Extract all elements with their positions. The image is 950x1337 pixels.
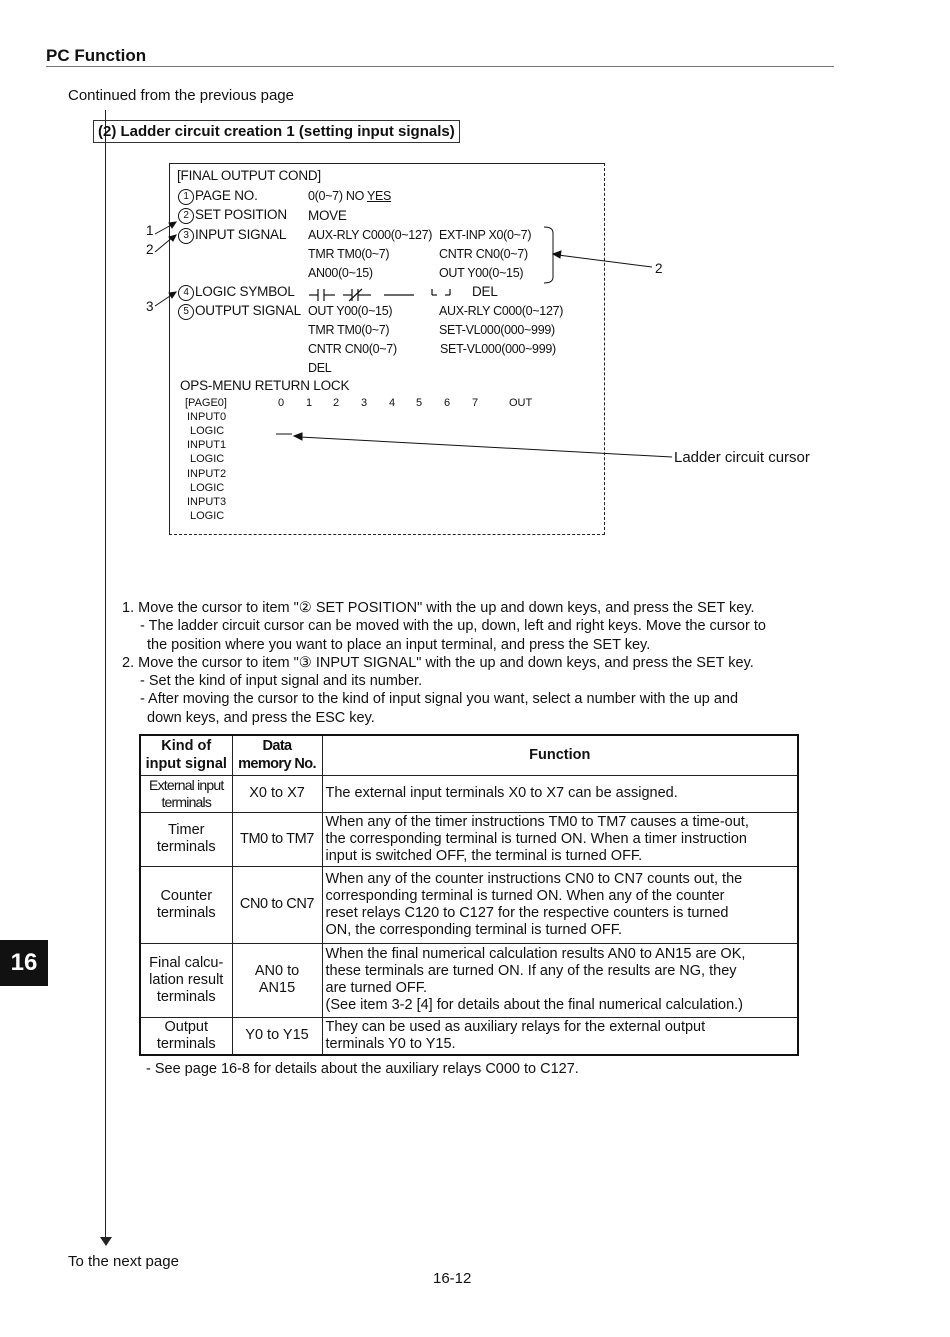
contact-nc-icon bbox=[343, 289, 371, 301]
step-1-sub-a: - The ladder circuit cursor can be moved with the up, down, left and right keys. Move the cursor to bbox=[140, 618, 766, 635]
input-signal-table bbox=[139, 734, 799, 1056]
output-option-del: DEL bbox=[308, 361, 332, 375]
contact-no-icon bbox=[309, 289, 335, 301]
ladder-row-logic1: LOGIC bbox=[190, 453, 225, 465]
page-no-value: 0(0~7) NO YES bbox=[308, 189, 392, 203]
input-option-aux-rly: AUX-RLY C000(0~127) bbox=[308, 228, 433, 242]
ladder-row-input3: INPUT3 bbox=[187, 496, 227, 508]
screen-item-output-signal: 5 OUTPUT SIGNAL bbox=[178, 303, 301, 320]
continued-note: Continued from the previous page bbox=[68, 87, 294, 104]
step-2-sub-2b: down keys, and press the ESC key. bbox=[147, 709, 375, 726]
output-option-set-vl-2: SET-VL000(000~999) bbox=[440, 342, 556, 356]
ladder-col-7: 7 bbox=[472, 397, 479, 409]
screen-item-set-position: 2 SET POSITION bbox=[178, 207, 287, 224]
ladder-row-input0: INPUT0 bbox=[187, 411, 227, 423]
ladder-col-4: 4 bbox=[389, 397, 396, 409]
step-1-sub-b: the position where you want to place an input terminal, and press the SET key. bbox=[147, 636, 651, 653]
step-2-sub-1: - Set the kind of input signal and its number. bbox=[140, 673, 423, 690]
ladder-row-logic2: LOGIC bbox=[190, 482, 225, 494]
page-number: 16-12 bbox=[433, 1270, 472, 1287]
page-header-title: PC Function bbox=[46, 46, 147, 65]
next-page-note: To the next page bbox=[68, 1253, 179, 1270]
ladder-row-logic3: LOGIC bbox=[190, 510, 225, 522]
screen-item-page-no: 1 PAGE NO. bbox=[178, 188, 258, 205]
screen-page-label: [PAGE0] bbox=[185, 397, 227, 409]
step-2: 2. Move the cursor to item "③ INPUT SIGNAL" with the up and down keys, and press the SET key. bbox=[122, 654, 754, 671]
bracket-icon bbox=[544, 227, 553, 283]
ladder-row-input1: INPUT1 bbox=[187, 439, 227, 451]
input-option-out: OUT Y00(0~15) bbox=[439, 266, 524, 280]
callout-2-right: 2 bbox=[655, 261, 663, 276]
chapter-tab: 16 bbox=[0, 940, 48, 986]
callout-1: 1 bbox=[146, 223, 154, 238]
table-row: Timer terminals TM0 to TM7 When any of the timer instructions TM0 to TM7 causes a time-out, the corresponding terminal is turned ON. When a timer instruction input is switched OFF, the terminal is turned OFF. bbox=[140, 812, 798, 866]
ladder-row-logic0: LOGIC bbox=[190, 425, 225, 437]
callout-2-left: 2 bbox=[146, 242, 154, 257]
header-data: Data memory No. bbox=[232, 735, 322, 775]
section-title: (2) Ladder circuit creation 1 (setting input signals) bbox=[93, 120, 460, 143]
output-option-tmr: TMR TM0(0~7) bbox=[308, 323, 390, 337]
vertical-connector-icon bbox=[432, 289, 450, 295]
screen-menu: OPS-MENU RETURN LOCK bbox=[180, 378, 350, 393]
ladder-col-3: 3 bbox=[361, 397, 368, 409]
header-function: Function bbox=[322, 735, 798, 775]
table-row: Output terminals Y0 to Y15 They can be used as auxiliary relays for the external output terminals Y0 to Y15. bbox=[140, 1017, 798, 1055]
table-row: Counter terminals CN0 to CN7 When any of the counter instructions CN0 to CN7 counts out, the corresponding terminal is turned ON. When any of the counter reset relays C120 to C127 for the respective counters is turned ON, the corresponding terminal is turned OFF. bbox=[140, 866, 798, 943]
ladder-col-out: OUT bbox=[509, 397, 533, 409]
screen-title: [FINAL OUTPUT COND] bbox=[177, 168, 321, 183]
output-option-aux-rly: AUX-RLY C000(0~127) bbox=[439, 304, 564, 318]
ladder-col-2: 2 bbox=[333, 397, 340, 409]
instructions bbox=[122, 599, 842, 727]
step-2-sub-2a: - After moving the cursor to the kind of input signal you want, select a number with the up and bbox=[140, 691, 739, 708]
screen-item-input-signal: 3 INPUT SIGNAL bbox=[178, 227, 286, 244]
table-row: Final calcu- lation result terminals AN0 to AN15 When the final numerical calculation results AN0 to AN15 are OK, these terminals are turned ON. If any of the results are NG, they are turned OFF. (See item 3-2 [4] for details about the final numerical calculation.) bbox=[140, 943, 798, 1017]
callout-3: 3 bbox=[146, 299, 154, 314]
output-option-out: OUT Y00(0~15) bbox=[308, 304, 393, 318]
ladder-col-0: 0 bbox=[278, 397, 285, 409]
input-option-an: AN00(0~15) bbox=[308, 266, 373, 280]
step-1: 1. Move the cursor to item "② SET POSITION" with the up and down keys, and press the SET key. bbox=[122, 600, 755, 616]
screen-item-logic-symbol: 4 LOGIC SYMBOL bbox=[178, 284, 295, 301]
ladder-row-input2: INPUT2 bbox=[187, 468, 227, 480]
logic-symbol-del: DEL bbox=[472, 284, 498, 299]
ladder-col-1: 1 bbox=[306, 397, 313, 409]
ladder-cursor-label: Ladder circuit cursor bbox=[674, 449, 810, 466]
set-position-value: MOVE bbox=[308, 208, 347, 223]
page-no-selected: YES bbox=[366, 189, 392, 203]
header-kind: Kind of input signal bbox=[140, 735, 232, 775]
input-option-tmr: TMR TM0(0~7) bbox=[308, 247, 390, 261]
ladder-col-5: 5 bbox=[416, 397, 423, 409]
input-option-cntr: CNTR CN0(0~7) bbox=[439, 247, 528, 261]
output-option-cntr: CNTR CN0(0~7) bbox=[308, 342, 397, 356]
footnote: - See page 16-8 for details about the auxiliary relays C000 to C127. bbox=[146, 1061, 579, 1077]
input-option-ext-inp: EXT-INP X0(0~7) bbox=[439, 228, 532, 242]
output-option-set-vl-1: SET-VL000(000~999) bbox=[439, 323, 555, 337]
table-row: External input terminals X0 to X7 The external input terminals X0 to X7 can be assigned. bbox=[140, 775, 798, 812]
ladder-col-6: 6 bbox=[444, 397, 451, 409]
